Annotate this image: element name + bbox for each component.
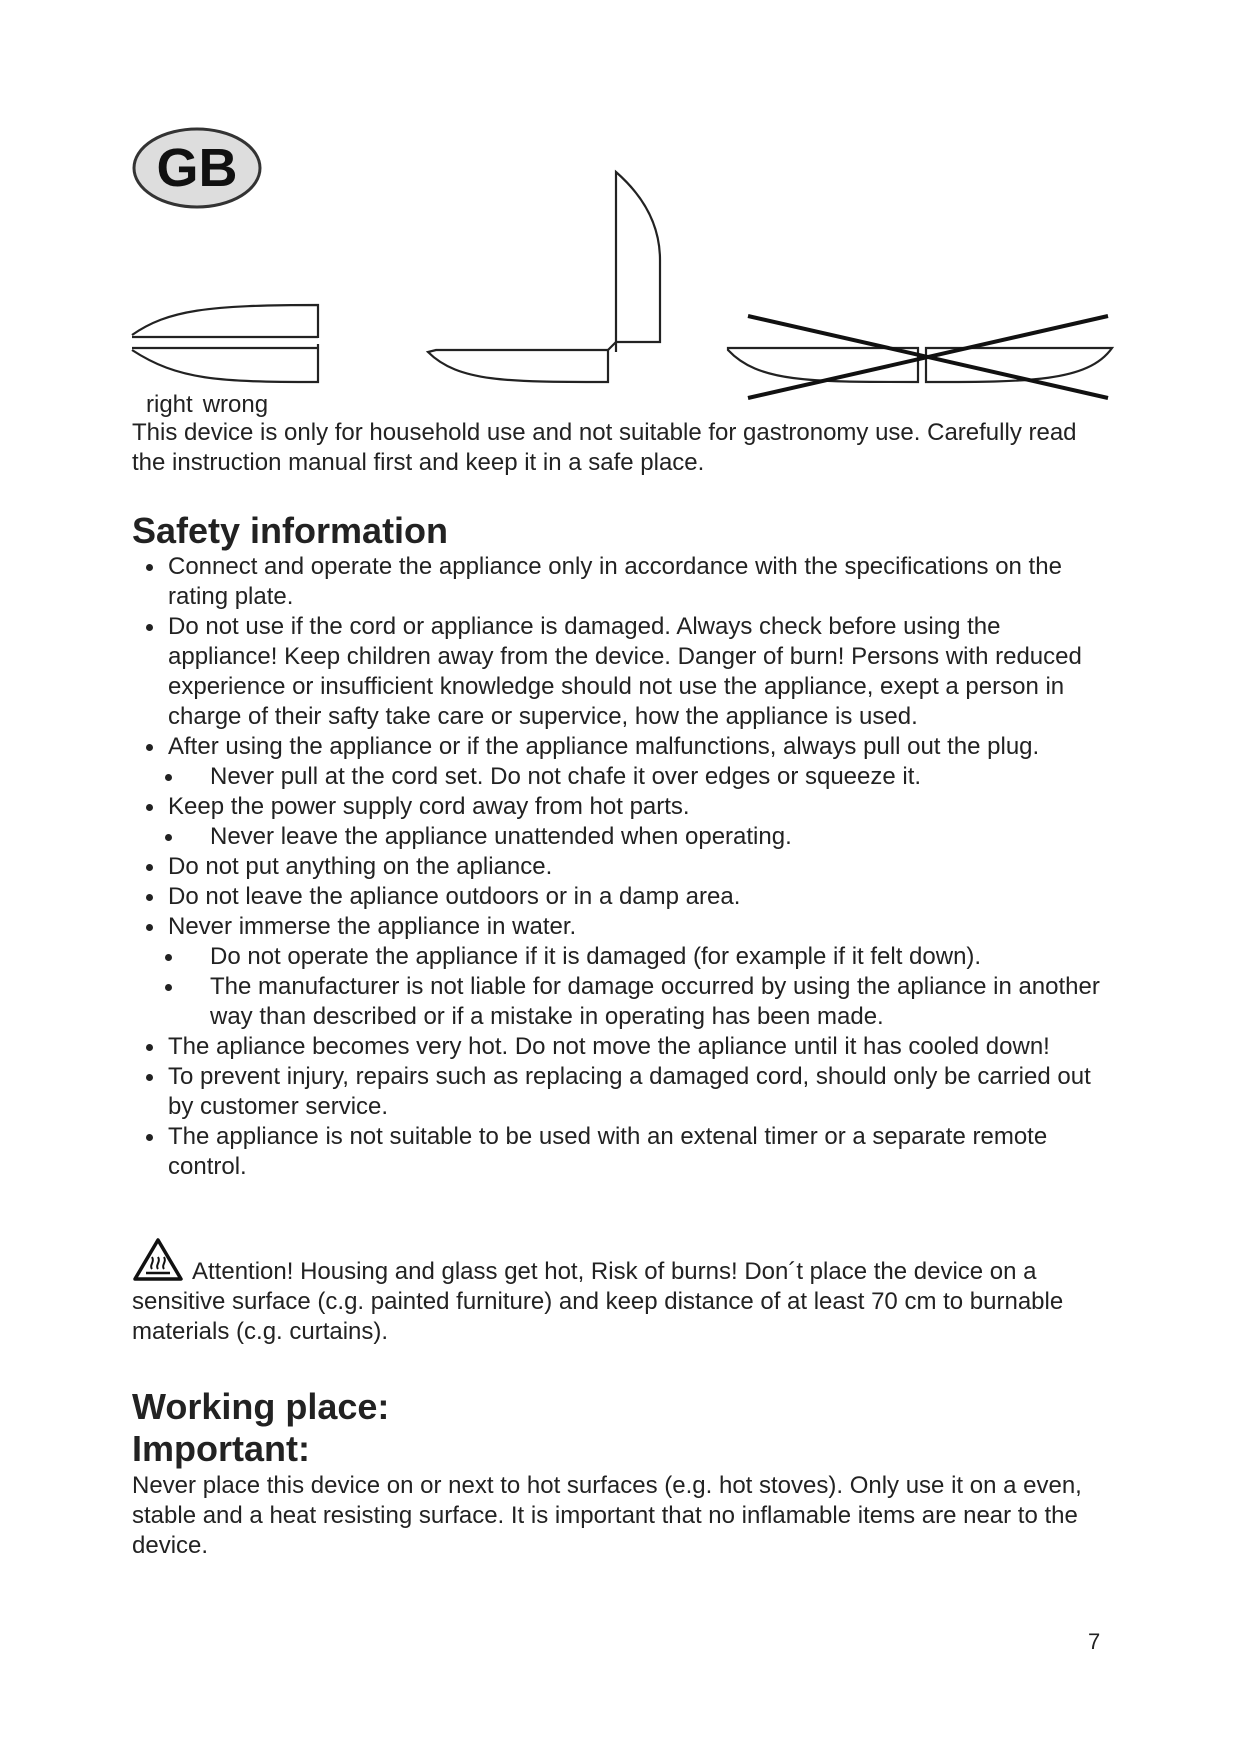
list-item: Keep the power supply cord away from hot parts.: [144, 792, 1104, 822]
list-item: Never immerse the appliance in water.: [144, 912, 1104, 942]
list-item: The apliance becomes very hot. Do not move the apliance until it has cooled down!: [144, 1032, 1104, 1062]
placement-figures: [128, 160, 1120, 410]
important-heading: Important:: [132, 1428, 310, 1469]
working-place-paragraph: Never place this device on or next to hot surfaces (e.g. hot stoves). Only use it on a even, stable and a heat resisting surface. It is important that no inflamable items are near to the device.: [132, 1472, 1082, 1559]
list-item: The appliance is not suitable to be used with an extenal timer or a separate remote control.: [144, 1122, 1104, 1182]
safety-heading: Safety information: [132, 510, 449, 551]
safety-list: [144, 552, 1104, 1182]
list-item: To prevent injury, repairs such as replacing a damaged cord, should only be carried out by customer service.: [144, 1062, 1104, 1122]
attention-paragraph: [132, 1237, 1122, 1347]
list-item: Never leave the appliance unattended when operating.: [144, 822, 1104, 852]
page-number: 7: [1088, 1629, 1101, 1654]
caption-right: right: [146, 391, 193, 418]
closed-appliance-figure: [132, 305, 318, 382]
list-item: The manufacturer is not liable for damage occurred by using the apliance in another way than described or if a mistake in operating has been made.: [144, 972, 1104, 1032]
attention-text: Attention! Housing and glass get hot, Risk of burns! Don´t place the device on a sensitive surface (c.g. painted furniture) and keep distance of at least 70 cm to burnable materials (c.g. curtains).: [132, 1258, 1064, 1345]
caption-wrong: wrong: [202, 391, 269, 418]
figure-caption: [146, 389, 268, 421]
list-item: Never pull at the cord set. Do not chafe it over edges or squeeze it.: [144, 762, 1104, 792]
list-item: Do not use if the cord or appliance is damaged. Always check before using the appliance! Keep children away from the device. Danger of burn! Persons with reduced experience or insufficient knowledge should not use the appliance, exept a person in charge of their safty take care or supervice, how the appliance is used.: [144, 612, 1104, 732]
list-item: After using the appliance or if the appliance malfunctions, always pull out the plug.: [144, 732, 1104, 762]
gb-badge-label: GB: [156, 138, 238, 198]
wrong-placement-figure: [728, 348, 1112, 382]
hot-surface-warning-icon: [132, 1237, 184, 1283]
open-appliance-figure: [428, 172, 660, 382]
list-item: Do not put anything on the apliance.: [144, 852, 1104, 882]
wrong-cross-mark: [748, 316, 1108, 398]
intro-paragraph: This device is only for household use and not suitable for gastronomy use. Carefully read the instruction manual first and keep it in a safe place.: [132, 419, 1077, 476]
working-place-heading: Working place:: [132, 1386, 390, 1427]
list-item: Connect and operate the appliance only in accordance with the specifications on the rating plate.: [144, 552, 1104, 612]
list-item: Do not operate the appliance if it is damaged (for example if it felt down).: [144, 942, 1104, 972]
list-item: Do not leave the apliance outdoors or in a damp area.: [144, 882, 1104, 912]
